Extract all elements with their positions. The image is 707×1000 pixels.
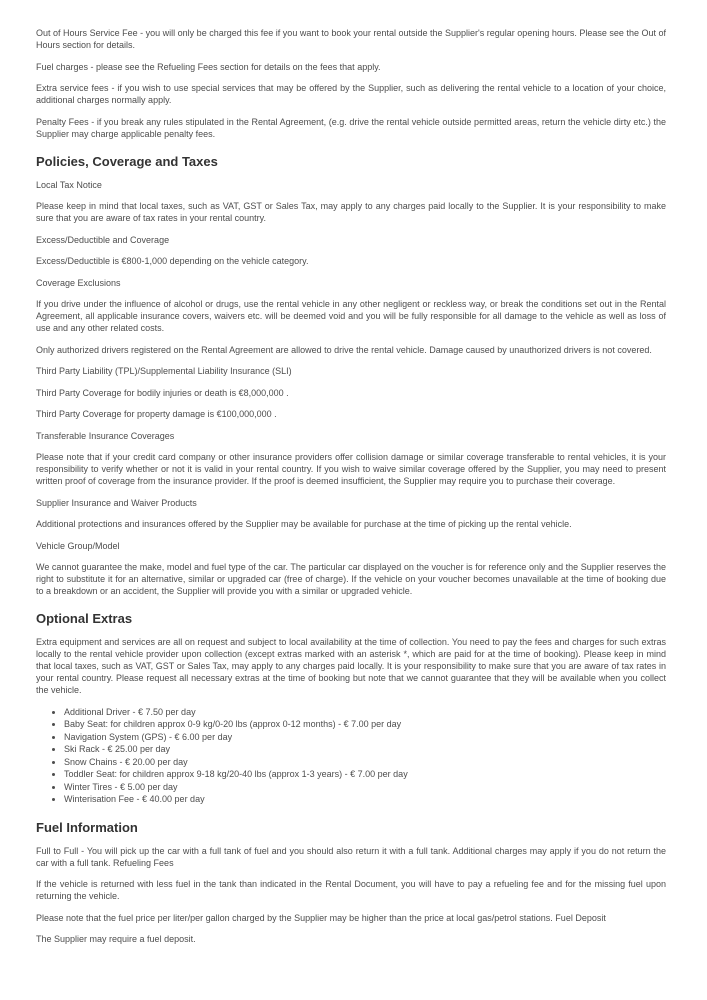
paragraph-full-to-full: Full to Full - You will pick up the car with a full tank of fuel and you should also return it with a full tank. Additional charges may apply if you do not return the car with a full tank. Refueling Fees (36, 845, 666, 868)
paragraph-transferable-coverages-detail: Please note that if your credit card company or other insurance providers offer collision damage or similar coverage transferable to rental vehicles, it is your responsibility to verify whether or not it is valid in your rental country. If you wish to waive similar coverage offered by the Supplier, you may need to present written proof of coverage from the insurance provider. If the proof is deemed insufficient, the Supplier may require you to purchase their coverage. (36, 452, 666, 486)
paragraph-fuel-charges: Fuel charges - please see the Refueling Fees section for details on the fees that apply. (36, 61, 381, 72)
paragraph-optional-extras-intro: Extra equipment and services are all on request and subject to local availability at the time of collection. You need to pay the fees and charges for such extras locally to the rental vehicle provider upon collection (except extras marked with an asterisk *, which are paid for at the time of booking). Please keep in mind that local taxes, such as VAT, GST or Sales Tax, may apply to any charges paid locally. It is your responsibility to make sure that you are aware of tax rates in your rental country. Please request all necessary extras at the time of booking but note that we cannot guarantee that they will be available when you collect the vehicle. (36, 637, 666, 695)
section-title-optional-extras: Optional Extras (36, 611, 133, 626)
extras-list-item-baby-seat: • Baby Seat: for children approx 0-9 kg/0-20 lbs (approx 0-12 months) - € 7.00 per day (64, 718, 666, 731)
extras-list-item-winter-tires: • Winter Tires - € 5.00 per day (64, 781, 666, 794)
paragraph-authorized-drivers: Only authorized drivers registered on the Rental Agreement are allowed to drive the rental vehicle. Damage caused by unauthorized drivers is not covered. (36, 344, 652, 355)
paragraph-local-tax-notice: Local Tax Notice (36, 179, 102, 190)
paragraph-penalty-fees: Penalty Fees - if you break any rules stipulated in the Rental Agreement, (e.g. drive the rental vehicle outside permitted areas, return the vehicle dirty etc.) the Supplier may charge applicable penalty fees. (36, 116, 666, 139)
paragraph-third-party-property-damage: Third Party Coverage for property damage is €100,000,000 . (36, 409, 277, 419)
paragraph-out-of-hours-service-fee: Out of Hours Service Fee - you will only be charged this fee if you want to book your rental outside the Supplier's regular opening hours. Please see the Out of Hours section for details. (36, 28, 666, 50)
extras-list-item-snow-chains: • Snow Chains - € 20.00 per day (64, 756, 666, 769)
paragraph-transferable-coverages-label: Transferable Insurance Coverages (36, 430, 175, 441)
paragraph-fuel-deposit: The Supplier may require a fuel deposit. (36, 934, 196, 944)
paragraph-excess-deductible-label: Excess/Deductible and Coverage (36, 234, 170, 245)
extras-list-item-ski-rack: • Ski Rack - € 25.00 per day (64, 743, 666, 756)
paragraph-third-party-liability-label: Third Party Liability (TPL)/Supplemental Liability Insurance (SLI) (36, 366, 292, 376)
paragraph-third-party-bodily-injury: Third Party Coverage for bodily injuries or death is €8,000,000 . (36, 387, 289, 398)
extras-list-item-navigation-system: • Navigation System (GPS) - € 6.00 per day (64, 731, 666, 744)
paragraph-coverage-exclusions-detail: If you drive under the influence of alcohol or drugs, use the rental vehicle in any other negligent or reckless way, or break the conditions set out in the Rental Agreement, all applicable insurance covers, waivers etc. will be deemed void and you will be fully responsible for all damage to the vehicle as well as loss of use and any other related costs. (36, 299, 666, 333)
paragraph-vehicle-group-model-label: Vehicle Group/Model (36, 540, 120, 551)
paragraph-vehicle-group-model-detail: We cannot guarantee the make, model and fuel type of the car. The particular car displayed on the voucher is for reference only and the Supplier reserves the right to substitute it for an alternative, similar or upgraded car (free of charge). If the vehicle on your voucher becomes unavailable at the time of booking due to a breakdown or an accident, the Supplier will provide you with a similar or upgraded vehicle. (36, 562, 666, 596)
extras-list-item-toddler-seat: • Toddler Seat: for children approx 9-18 kg/20-40 lbs (approx 1-3 years) - € 7.00 per day (64, 768, 666, 781)
paragraph-supplier-insurance-detail: Additional protections and insurances offered by the Supplier may be available for purchase at the time of picking up the rental vehicle. (36, 519, 572, 529)
paragraph-excess-deductible-amount: Excess/Deductible is €800-1,000 depending on the vehicle category. (36, 256, 309, 266)
paragraph-coverage-exclusions-label: Coverage Exclusions (36, 277, 121, 288)
section-title-fuel-information: Fuel Information (36, 819, 138, 835)
extras-list-item-winterisation-fee: • Winterisation Fee - € 40.00 per day (64, 793, 666, 806)
paragraph-refueling-fee: If the vehicle is returned with less fuel in the tank than indicated in the Rental Document, you will have to pay a refueling fee and for the missing fuel upon returning the vehicle. (36, 879, 666, 901)
section-title-policies-coverage-taxes: Policies, Coverage and Taxes (36, 153, 218, 169)
paragraph-fuel-price-note: Please note that the fuel price per liter/per gallon charged by the Supplier may be higher than the price at local gas/petrol stations. Fuel Deposit (36, 912, 606, 923)
paragraph-extra-service-fees: Extra service fees - if you wish to use special services that may be offered by the Supplier, such as delivering the rental vehicle to a location of your choice, additional charges normally apply. (36, 83, 666, 105)
paragraph-supplier-insurance-label: Supplier Insurance and Waiver Products (36, 497, 197, 508)
extras-list-item-additional-driver: • Additional Driver - € 7.50 per day (64, 706, 666, 719)
paragraph-local-taxes-detail: Please keep in mind that local taxes, such as VAT, GST or Sales Tax, may apply to any charges paid locally to the Supplier. It is your responsibility to make sure that you are aware of tax rates in your rental country. (36, 201, 666, 223)
optional-extras-list (36, 706, 666, 806)
